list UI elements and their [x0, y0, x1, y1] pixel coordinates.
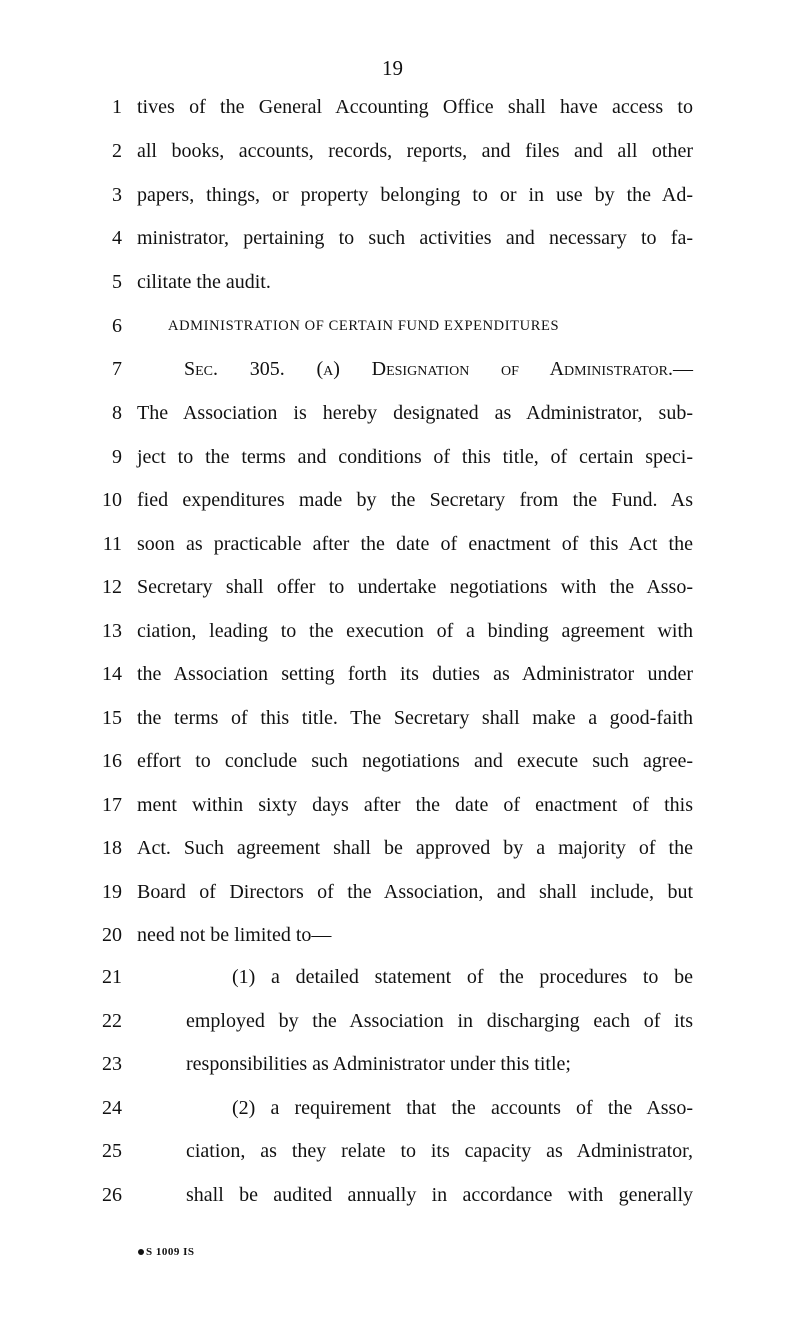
- line-text: fied expenditures made by the Secretary from the Fund. As: [137, 489, 693, 511]
- text-line: [0, 962, 800, 992]
- section-heading: ADMINISTRATION OF CERTAIN FUND EXPENDITURES: [168, 318, 560, 334]
- section-designation: Sec. 305. (a) Designation of Administrator.—: [184, 358, 693, 380]
- line-number: 22: [102, 1010, 122, 1032]
- text-line: [0, 703, 800, 733]
- line-number: 5: [112, 271, 122, 293]
- line-number: 13: [102, 620, 122, 642]
- line-number: 19: [102, 881, 122, 903]
- line-number: 15: [102, 707, 122, 729]
- line-number: 9: [112, 446, 122, 468]
- line-number: 23: [102, 1053, 122, 1075]
- text-line: [0, 616, 800, 646]
- line-number: 26: [102, 1184, 122, 1206]
- text-line: [0, 267, 800, 297]
- line-text: all books, accounts, records, reports, and files and all other: [137, 140, 693, 162]
- line-number: 14: [102, 663, 122, 685]
- line-number: 20: [102, 924, 122, 946]
- bill-identifier: S 1009 IS: [146, 1246, 195, 1258]
- line-text: Secretary shall offer to undertake negotiations with the Asso-: [137, 576, 693, 598]
- line-text: shall be audited annually in accordance with generally: [186, 1184, 693, 1206]
- text-line: [0, 311, 800, 341]
- line-number: 21: [102, 966, 122, 988]
- text-line: [0, 1180, 800, 1210]
- line-number: 16: [102, 750, 122, 772]
- text-line: [0, 223, 800, 253]
- line-text: ciation, leading to the execution of a binding agreement with: [137, 620, 693, 642]
- line-number: 6: [112, 315, 122, 337]
- line-number: 4: [112, 227, 122, 249]
- text-line: [0, 529, 800, 559]
- line-text: (1) a detailed statement of the procedures to be: [232, 966, 693, 988]
- line-text: soon as practicable after the date of enactment of this Act the: [137, 533, 693, 555]
- text-line: [0, 1006, 800, 1036]
- text-line: [0, 398, 800, 428]
- line-text: the Association setting forth its duties as Administrator under: [137, 663, 693, 685]
- text-line: [0, 92, 800, 122]
- text-line: [0, 1136, 800, 1166]
- line-number: 1: [112, 96, 122, 118]
- text-line: [0, 1093, 800, 1123]
- text-line: [0, 659, 800, 689]
- line-text: need not be limited to—: [137, 924, 332, 946]
- line-number: 7: [112, 358, 122, 380]
- text-line: [0, 1049, 800, 1079]
- text-line: [0, 877, 800, 907]
- line-text: employed by the Association in discharging each of its: [186, 1010, 693, 1032]
- line-text: the terms of this title. The Secretary shall make a good-faith: [137, 707, 693, 729]
- line-text: (2) a requirement that the accounts of the Asso-: [232, 1097, 693, 1119]
- line-text: tives of the General Accounting Office shall have access to: [137, 96, 693, 118]
- text-line: [0, 442, 800, 472]
- text-line: [0, 136, 800, 166]
- line-number: 18: [102, 837, 122, 859]
- line-text: responsibilities as Administrator under this title;: [186, 1053, 571, 1075]
- text-line: [0, 572, 800, 602]
- text-line: [0, 354, 800, 384]
- text-line: [0, 485, 800, 515]
- line-text: Board of Directors of the Association, and shall include, but: [137, 881, 693, 903]
- text-line: [0, 746, 800, 776]
- line-number: 25: [102, 1140, 122, 1162]
- line-number: 12: [102, 576, 122, 598]
- bill-footer: [138, 1246, 195, 1258]
- text-line: [0, 180, 800, 210]
- line-number: 24: [102, 1097, 122, 1119]
- line-number: 11: [102, 533, 122, 555]
- line-text: ciation, as they relate to its capacity as Administrator,: [186, 1140, 693, 1162]
- line-text: papers, things, or property belonging to or in use by the Ad-: [137, 184, 693, 206]
- text-line: [0, 790, 800, 820]
- line-text: effort to conclude such negotiations and execute such agree-: [137, 750, 693, 772]
- line-text: The Association is hereby designated as Administrator, sub-: [137, 402, 693, 424]
- line-number: 10: [102, 489, 122, 511]
- bullet-icon: [138, 1249, 144, 1255]
- line-text: ject to the terms and conditions of this title, of certain speci-: [137, 446, 693, 468]
- line-number: 17: [102, 794, 122, 816]
- line-number: 2: [112, 140, 122, 162]
- line-text: cilitate the audit.: [137, 271, 271, 293]
- line-text: ment within sixty days after the date of enactment of this: [137, 794, 693, 816]
- line-text: Act. Such agreement shall be approved by a majority of the: [137, 837, 693, 859]
- line-number: 8: [112, 402, 122, 424]
- text-line: [0, 833, 800, 863]
- line-number: 3: [112, 184, 122, 206]
- page-number: 19: [382, 56, 403, 80]
- line-text: ministrator, pertaining to such activities and necessary to fa-: [137, 227, 693, 249]
- text-line: [0, 920, 800, 950]
